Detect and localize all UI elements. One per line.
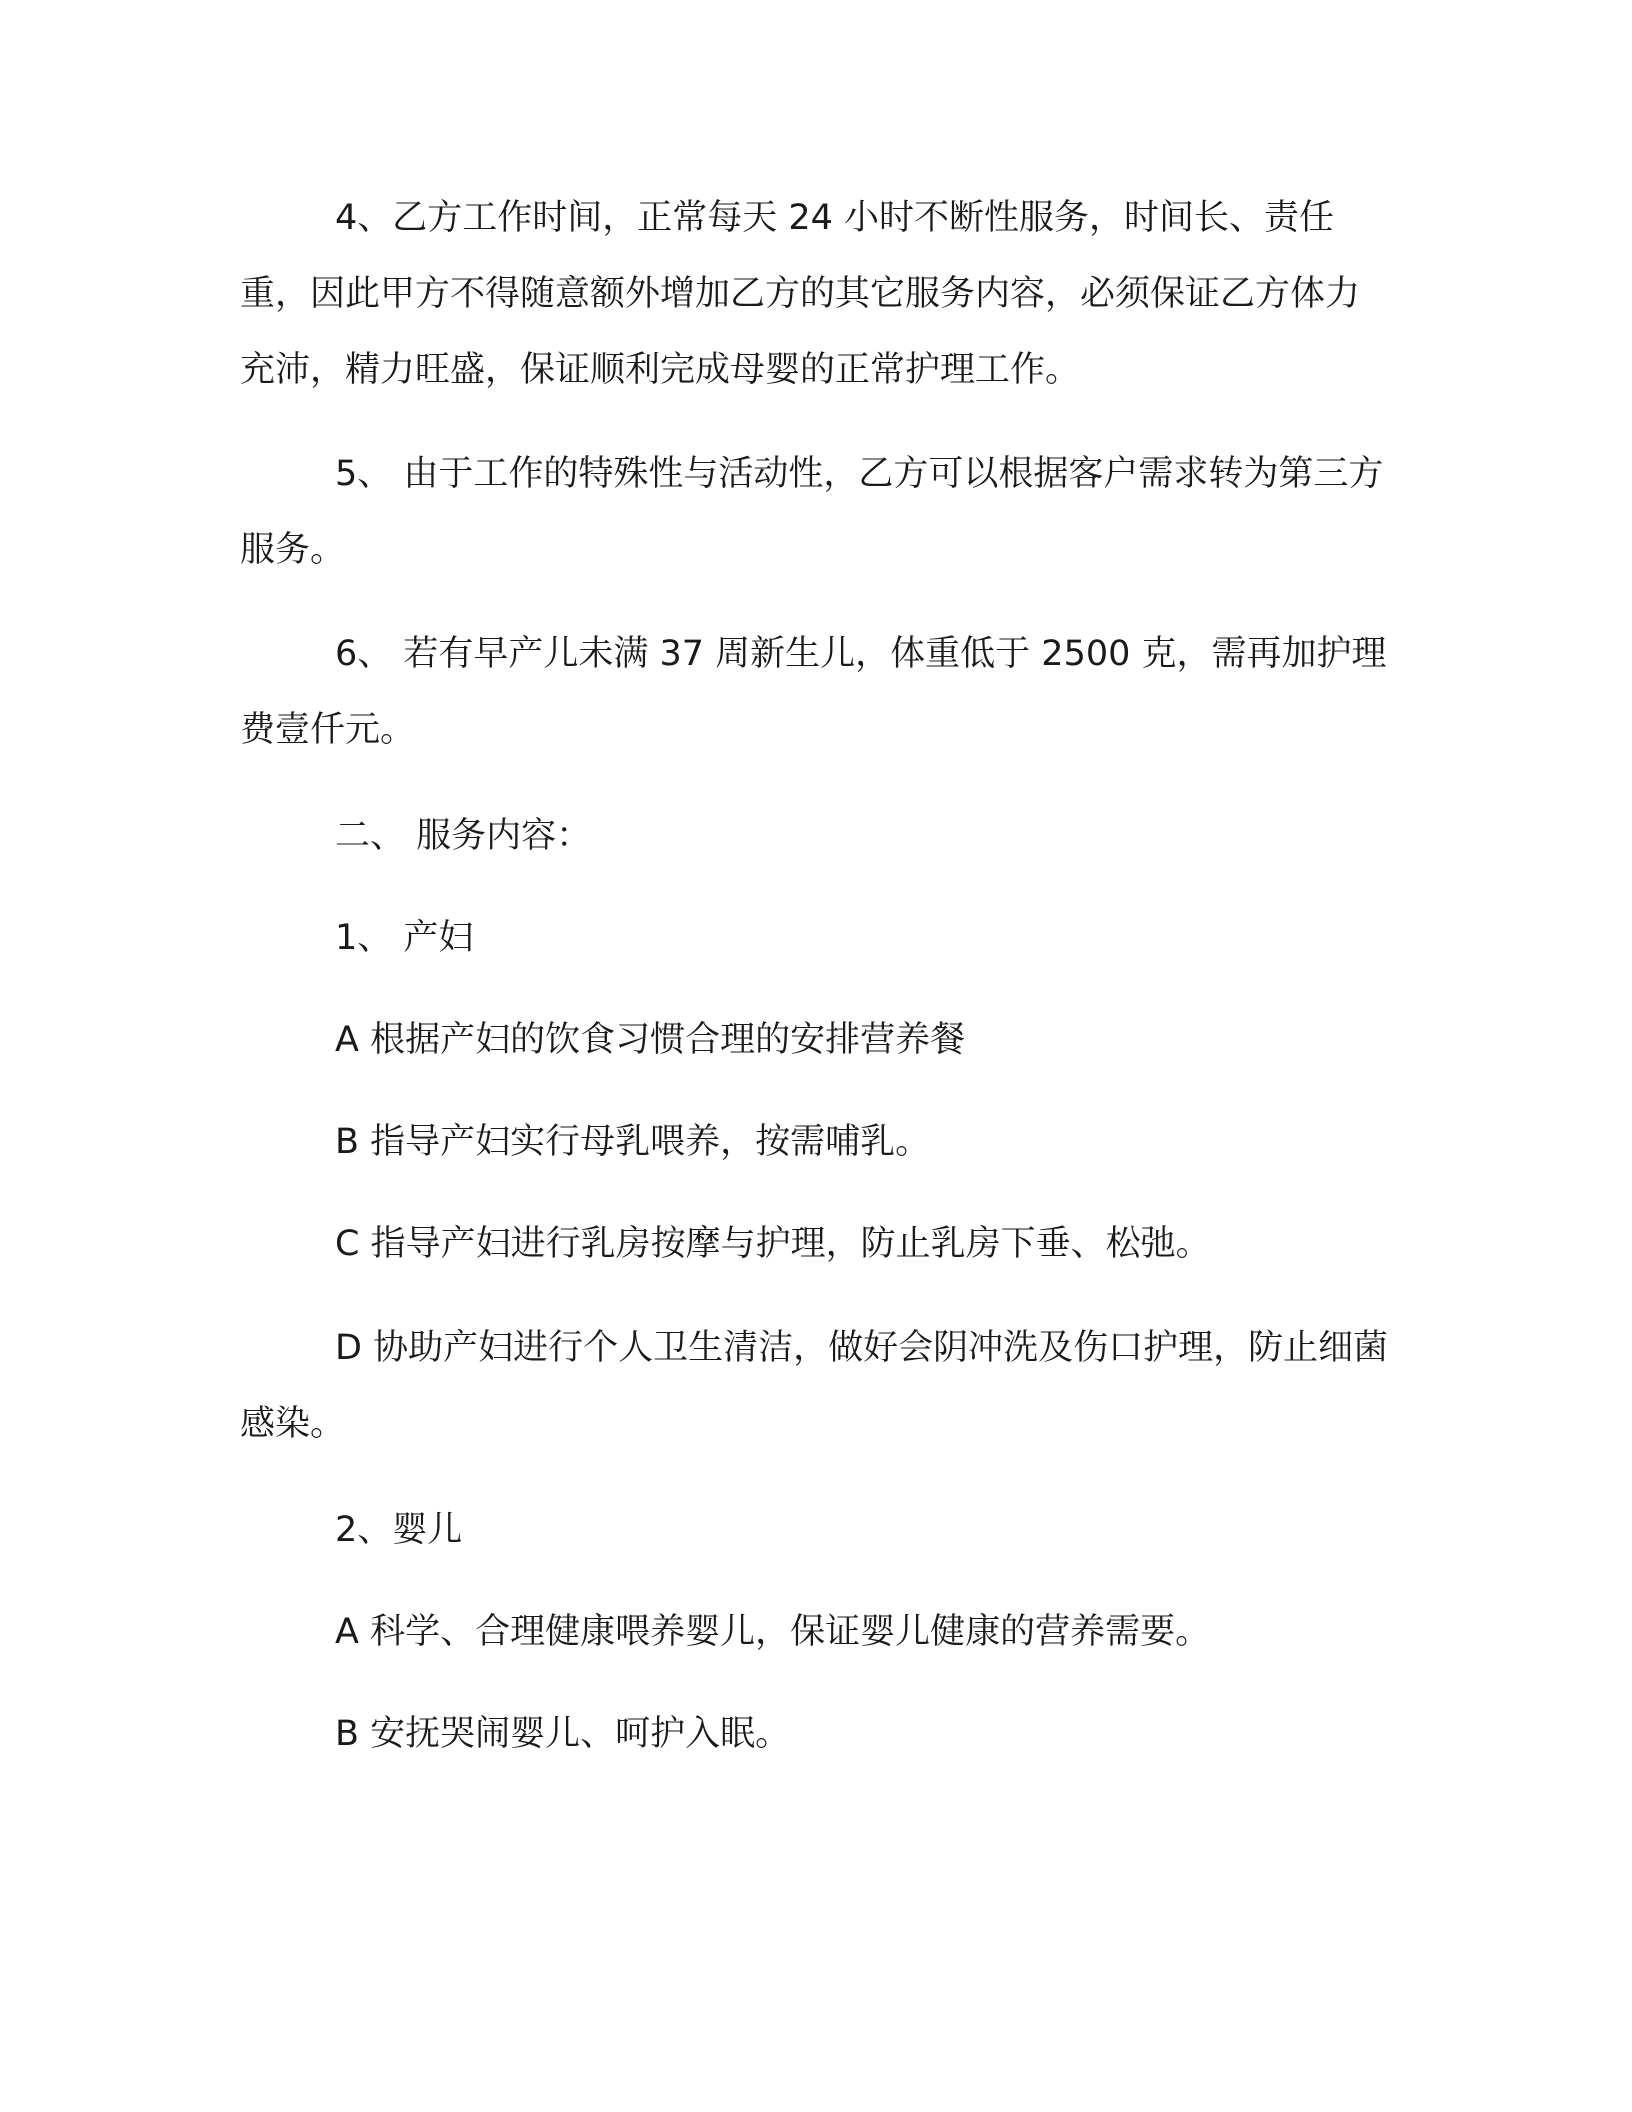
paragraph-item-5-third-party: 5、 由于工作的特殊性与活动性，乙方可以根据客户需求转为第三方服务。 bbox=[240, 454, 1384, 570]
paragraph-item-6-premature: 6、 若有早产儿未满 37 周新生儿，体重低于 2500 克，需再加护理费壹仟元。 bbox=[240, 634, 1387, 750]
mother-item-d: D 协助产妇进行个人卫生清洁，做好会阴冲洗及伤口护理，防止细菌感染。 bbox=[240, 1328, 1389, 1444]
paragraph-item-4-work-hours: 4、乙方工作时间，正常每天 24 小时不断性服务，时间长、责任重，因此甲方不得随意额外增加乙方的其它服务内容，必须保证乙方体力充沛，精力旺盛，保证顺利完成母婴的正常护理工作。 bbox=[240, 198, 1361, 390]
mother-item-b: B 指导产妇实行母乳喂养，按需哺乳。 bbox=[335, 1122, 931, 1162]
baby-item-a: A 科学、合理健康喂养婴儿，保证婴儿健康的营养需要。 bbox=[335, 1612, 1211, 1652]
mother-item-a: A 根据产妇的饮食习惯合理的安排营养餐 bbox=[335, 1020, 966, 1060]
mother-item-c: C 指导产妇进行乳房按摩与护理，防止乳房下垂、松弛。 bbox=[335, 1224, 1211, 1264]
baby-item-b: B 安抚哭闹婴儿、呵护入眠。 bbox=[335, 1714, 791, 1754]
subheading-mother: 1、 产妇 bbox=[335, 918, 474, 958]
subheading-baby: 2、婴儿 bbox=[335, 1510, 463, 1550]
section-heading-service-content: 二、 服务内容： bbox=[335, 816, 592, 856]
